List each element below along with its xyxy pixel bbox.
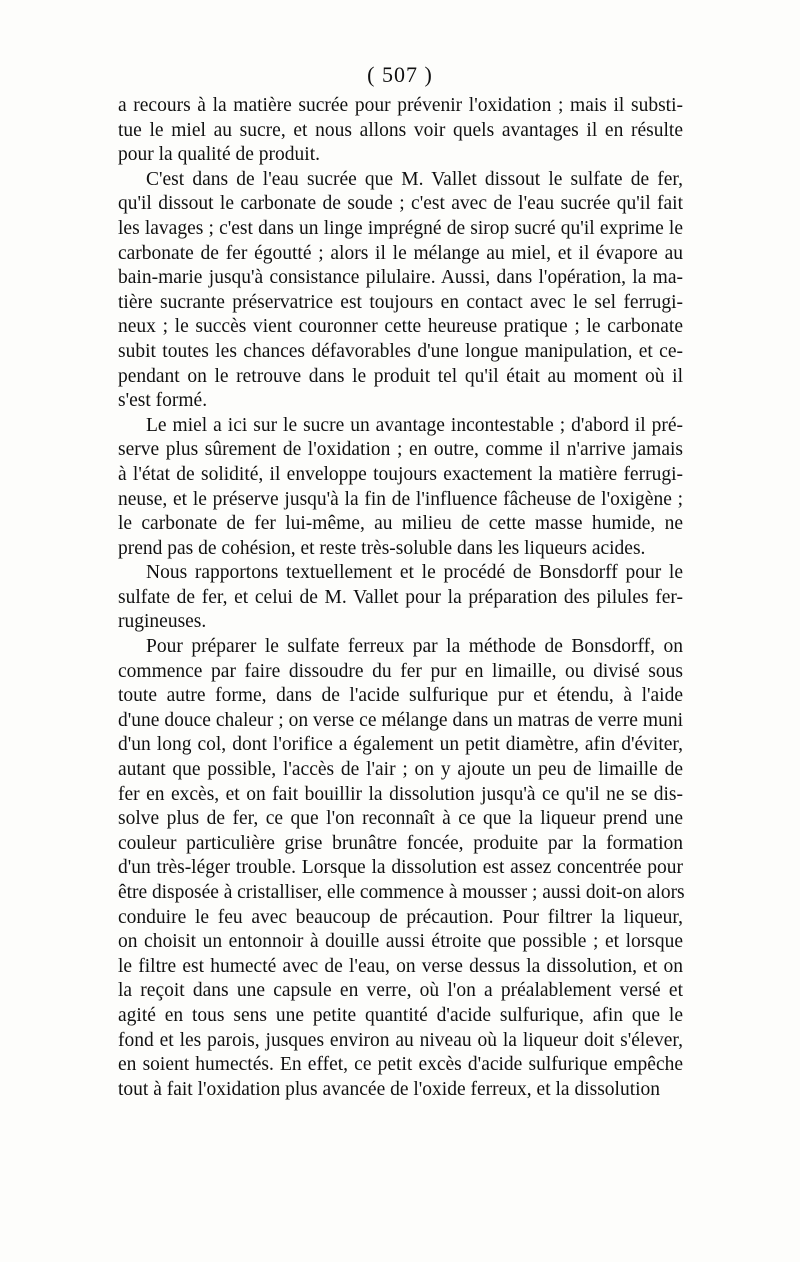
text-line: les lavages ; c'est dans un linge imprégné de sirop sucré qu'il exprime le (118, 217, 683, 239)
paragraph (118, 168, 683, 414)
paragraph (118, 561, 683, 635)
text-line: d'un très-léger trouble. Lorsque la dissolution est assez concentrée pour (118, 857, 683, 879)
text-line: être disposée à cristalliser, elle commence à mousser ; aussi doit-on alors (118, 882, 685, 903)
text-line: pendant on le retrouve dans le produit tel qu'il était au moment où il (118, 365, 683, 387)
text-line: en soient humectés. En effet, ce petit excès d'acide sulfurique empêche (118, 1054, 683, 1076)
text-line: le carbonate de fer lui-même, au milieu de cette masse humide, ne (118, 513, 683, 535)
text-line: Le miel a ici sur le sucre un avantage incontestable ; d'abord il pré- (146, 414, 683, 436)
text-line: on choisit un entonnoir à douille aussi étroite que possible ; et lorsque (118, 931, 683, 953)
paragraph (118, 94, 683, 168)
text-line: la reçoit dans une capsule en verre, où l'on a préalablement versé et (118, 980, 683, 1002)
text-line: conduire le feu avec beaucoup de précaution. Pour filtrer la liqueur, (118, 906, 683, 928)
text-line: commence par faire dissoudre du fer pur en limaille, ou divisé sous (118, 660, 683, 682)
text-line: d'une douce chaleur ; on verse ce mélange dans un matras de verre muni (118, 709, 683, 731)
text-line: s'est formé. (118, 390, 208, 412)
text-line: agité en tous sens une petite quantité d'acide sulfurique, afin que le (118, 1004, 683, 1026)
text-line: qu'il dissout le carbonate de soude ; c'est avec de l'eau sucrée qu'il fait (118, 193, 683, 215)
text-line: C'est dans de l'eau sucrée que M. Vallet dissout le sulfate de fer, (146, 168, 683, 190)
text-line: solve plus de fer, ce que l'on reconnaît à ce que la liqueur prend une (118, 808, 683, 830)
text-line: Pour préparer le sulfate ferreux par la méthode de Bonsdorff, on (146, 636, 683, 658)
paragraph (118, 635, 683, 1102)
text-line: couleur particulière grise brunâtre foncée, produite par la formation (118, 832, 683, 854)
text-line: d'un long col, dont l'orifice a également un petit diamètre, afin d'éviter, (118, 734, 683, 756)
text-line: pour la qualité de produit. (118, 144, 320, 166)
text-line: prend pas de cohésion, et reste très-soluble dans les liqueurs acides. (118, 537, 646, 559)
text-line: neuse, et le préserve jusqu'à la fin de l'influence fâcheuse de l'oxigène ; (118, 488, 683, 510)
text-line: fond et les parois, jusques environ au niveau où la liqueur doit s'élever, (118, 1029, 683, 1051)
text-line: le filtre est humecté avec de l'eau, on verse dessus la dissolution, et on (118, 955, 683, 977)
text-line: fer en excès, et on fait bouillir la dissolution jusqu'à ce qu'il ne se dis- (118, 783, 683, 805)
text-line: toute autre forme, dans de l'acide sulfurique pur et étendu, à l'aide (118, 685, 683, 707)
text-line: à l'état de solidité, il enveloppe toujours exactement la matière ferrugi- (118, 463, 683, 485)
text-line: a recours à la matière sucrée pour prévenir l'oxidation ; mais il substi- (118, 95, 683, 116)
text-line: sulfate de fer, et celui de M. Vallet pour la préparation des pilules fer- (118, 586, 683, 608)
text-line: subit toutes les chances défavorables d'une longue manipulation, et ce- (118, 340, 683, 362)
text-line: serve plus sûrement de l'oxidation ; en outre, comme il n'arrive jamais (118, 439, 683, 461)
text-line: rugineuses. (118, 611, 207, 633)
text-line: Nous rapportons textuellement et le procédé de Bonsdorff pour le (146, 562, 683, 584)
text-line: autant que possible, l'accès de l'air ; on y ajoute un peu de limaille de (118, 759, 683, 781)
body-text (118, 94, 683, 1102)
text-line: neux ; le succès vient couronner cette heureuse pratique ; le carbonate (118, 316, 683, 338)
text-line: carbonate de fer égoutté ; alors il le mélange au miel, et il évapore au (118, 242, 683, 264)
text-line: tière sucrante préservatrice est toujours en contact avec le sel ferrugi- (118, 291, 683, 313)
paragraph (118, 414, 683, 562)
text-line: tue le miel au sucre, et nous allons voir quels avantages il en résulte (118, 119, 683, 141)
text-line: tout à fait l'oxidation plus avancée de l'oxide ferreux, et la dissolution (118, 1078, 661, 1100)
text-line: bain-marie jusqu'à consistance pilulaire. Aussi, dans l'opération, la ma- (118, 267, 683, 289)
page-number: ( 507 ) (367, 62, 433, 87)
